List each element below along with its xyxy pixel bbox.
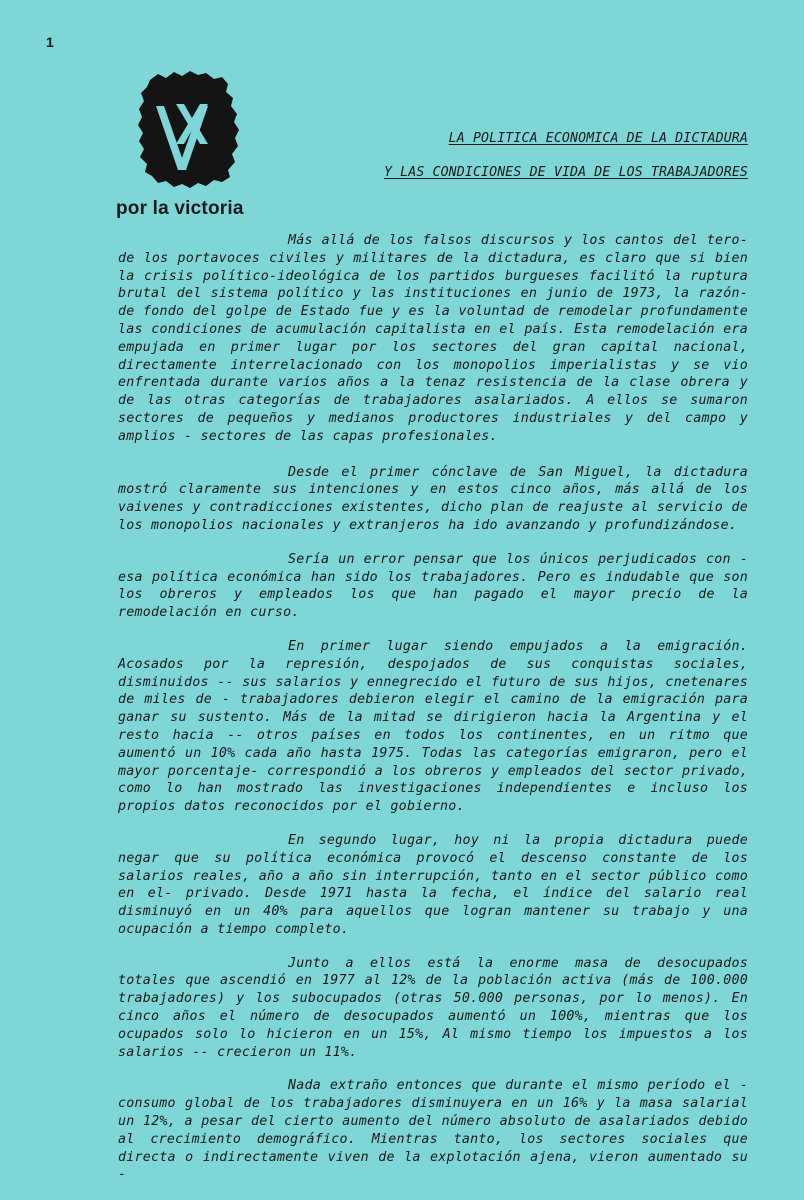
organization-logo: [110, 70, 270, 220]
page-number: 1: [46, 34, 54, 50]
logo-text: por la victoria: [116, 198, 244, 219]
document-title-line1: LA POLITICA ECONOMICA DE LA DICTADURA: [448, 131, 748, 146]
paragraph: En primer lugar siendo empujados a la emigración. Acosados por la represión, despojados de sus conquistas sociales, disminuidos -- sus salarios y ennegrecido el futuro de sus hijos, cnetenares de miles de - trabajadores debieron elegir el camino de la emigración para ganar su sustento. Más de la mitad se dirigieron hacia la Argentina y el resto hacia -- otros países en todos los continentes, en un ritmo que aumentó un 10% cada año hasta 1975. Todas las categorías emigraron, pero el mayor porcentaje- correspondió a los obreros y empleados del sector privado, como lo han mostrado las investigaciones independientes e incluso los propios datos reconocidos por el gobierno.: [118, 638, 748, 815]
paragraph: Nada extraño entonces que durante el mismo período el - consumo global de los trabajadores disminuyera en un 16% y la masa salarial un 12%, a pesar del cierto aumento del número absoluto de asalariados debido al crecimiento demográfico. Mientras tanto, los sectores sociales que directa o indirectamente viven de la explotación ajena, vieron aumentado su -: [118, 1078, 748, 1183]
paragraph: Más allá de los falsos discursos y los cantos del tero- de los portavoces civiles y militares de la dictadura, es claro que si bien la crisis político-ideológica de los partidos burgueses facilitó la ruptura brutal del sistema político y las instituciones en junio de 1973, la razón- de fondo del golpe de Estado fue y es la voluntad de remodelar profundamente las condiciones de acumulación capitalista en el país. Esta remodelación era empujada en primer lugar por los sectores del gran capital nacional, directamente interrelacionado con los monopolios imperialistas y se vio enfrentada durante varios años a la tenaz resistencia de la clase obrera y de las otras categorías de trabajadores asalariados. A ellos se sumaron sectores de pequeños y medianos productores industriales y del campo y amplios - sectores de las capas profesionales.: [118, 233, 748, 444]
paragraph: Desde el primer cónclave de San Miguel, la dictadura mostró claramente sus intenciones y en estos cinco años, más allá de los vaivenes y contradicciones existentes, dicho plan de reajuste al servicio de los monopolios nacionales y extranjeros ha ido avanzando y profundizándose.: [118, 464, 748, 533]
document-title-line2: Y LAS CONDICIONES DE VIDA DE LOS TRABAJADORES: [383, 165, 748, 180]
paragraph: Sería un error pensar que los únicos perjudicados con - esa política económica han sido los trabajadores. Pero es indudable que son los obreros y empleados los que han pagado el mayor precio de la remodelación en curso.: [118, 551, 748, 621]
torn-paper-emblem-icon: [136, 70, 242, 192]
paragraph: En segundo lugar, hoy ni la propia dictadura puede negar que su política económica provocó el descenso constante de los salarios reales, año a año sin interrupción, tanto en el sector público como en el- privado. Desde 1971 hasta la fecha, el índice del salario real disminuyó en un 40% para aquellos que logran mantener su trabajo y una ocupación a tiempo completo.: [118, 832, 748, 937]
document-body: [118, 232, 748, 1200]
paragraph: Junto a ellos está la enorme masa de desocupados totales que ascendió en 1977 al 12% de la población activa (más de 100.000 trabajadores) y los subocupados (otras 50.000 personas, por lo menos). En cinco años el número de desocupados aumentó un 100%, mientras que los ocupados solo lo hicieron en un 15%, Al mismo tiempo los impuestos a los salarios -- crecieron un 11%.: [118, 955, 748, 1060]
